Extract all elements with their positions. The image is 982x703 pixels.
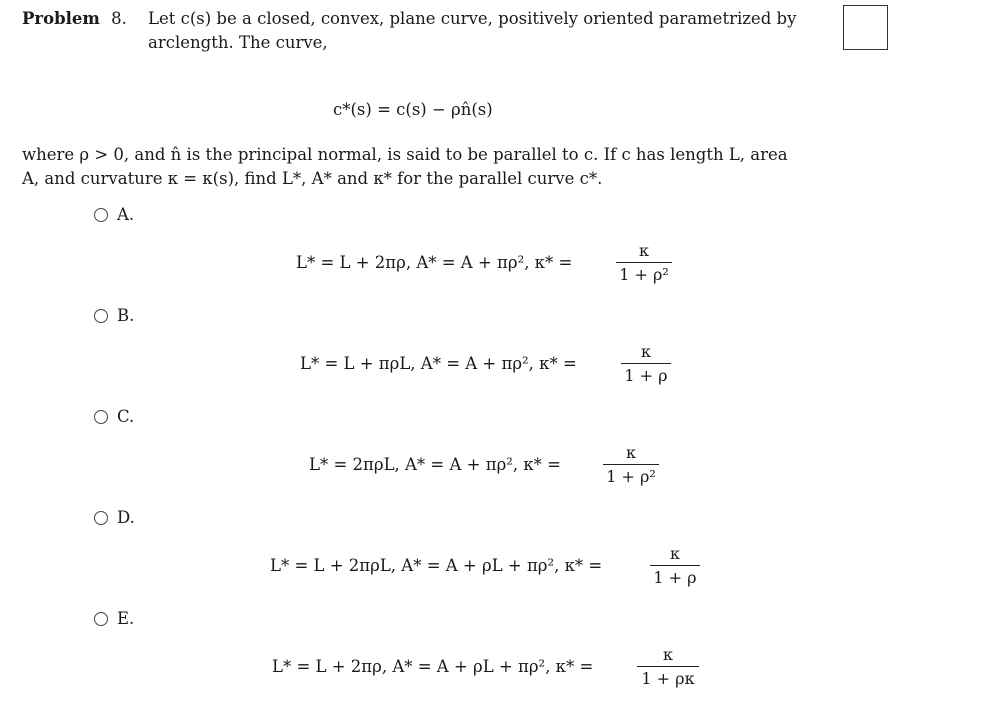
option-d-fraction [650,544,700,588]
problem-header [22,9,127,29]
option-e-radio[interactable] [94,612,108,626]
option-c-formula: L* = 2πρL, A* = A + πρ², κ* = [309,455,562,474]
option-e-formula: L* = L + 2πρ, A* = A + ρL + πρ², κ* = [272,657,594,676]
option-d-radio[interactable] [94,511,108,525]
option-e-denominator: 1 + ρκ [641,669,695,688]
option-e-numerator: κ [663,645,673,664]
option-d-formula: L* = L + 2πρL, A* = A + ρL + πρ², κ* = [270,556,603,575]
fraction-bar [621,363,671,364]
fraction-bar [637,666,699,667]
option-d-numerator: κ [670,544,680,563]
option-b-label: B. [117,306,135,325]
fraction-bar [603,464,659,465]
option-b-formula: L* = L + πρL, A* = A + πρ², κ* = [300,354,577,373]
option-c-radio[interactable] [94,410,108,424]
option-c-denominator: 1 + ρ² [606,467,656,486]
option-d-label: D. [117,508,135,527]
option-a-fraction [616,241,672,285]
option-b-radio[interactable] [94,309,108,323]
option-a-numerator: κ [639,241,649,260]
option-b-denominator: 1 + ρ [624,366,668,385]
option-a-label: A. [117,205,135,224]
option-a-formula: L* = L + 2πρ, A* = A + πρ², κ* = [296,253,573,272]
problem-paragraph-line-1: where ρ > 0, and n̂ is the principal normal, is said to be parallel to c. If c has length L, area [22,145,788,164]
problem-paragraph-line-2: A, and curvature κ = κ(s), find L*, A* and κ* for the parallel curve c*. [22,169,603,188]
fraction-bar [650,565,700,566]
option-c-label: C. [117,407,135,426]
problem-line-2: arclength. The curve, [148,33,328,52]
option-a-radio[interactable] [94,208,108,222]
option-d-denominator: 1 + ρ [653,568,697,587]
fraction-bar [616,262,672,263]
option-e-label: E. [117,609,135,628]
option-b-numerator: κ [641,342,651,361]
problem-line-1: Let c(s) be a closed, convex, plane curve, positively oriented parametrized by [148,9,797,28]
option-e-fraction [637,645,699,689]
curve-equation: c*(s) = c(s) − ρn̂(s) [333,100,493,119]
option-c-fraction [603,443,659,487]
option-a-denominator: 1 + ρ² [619,265,669,284]
option-b-fraction [621,342,671,386]
problem-label: Problem [22,9,100,28]
answer-box[interactable] [843,5,888,50]
problem-number: 8. [111,9,127,28]
option-c-numerator: κ [626,443,636,462]
